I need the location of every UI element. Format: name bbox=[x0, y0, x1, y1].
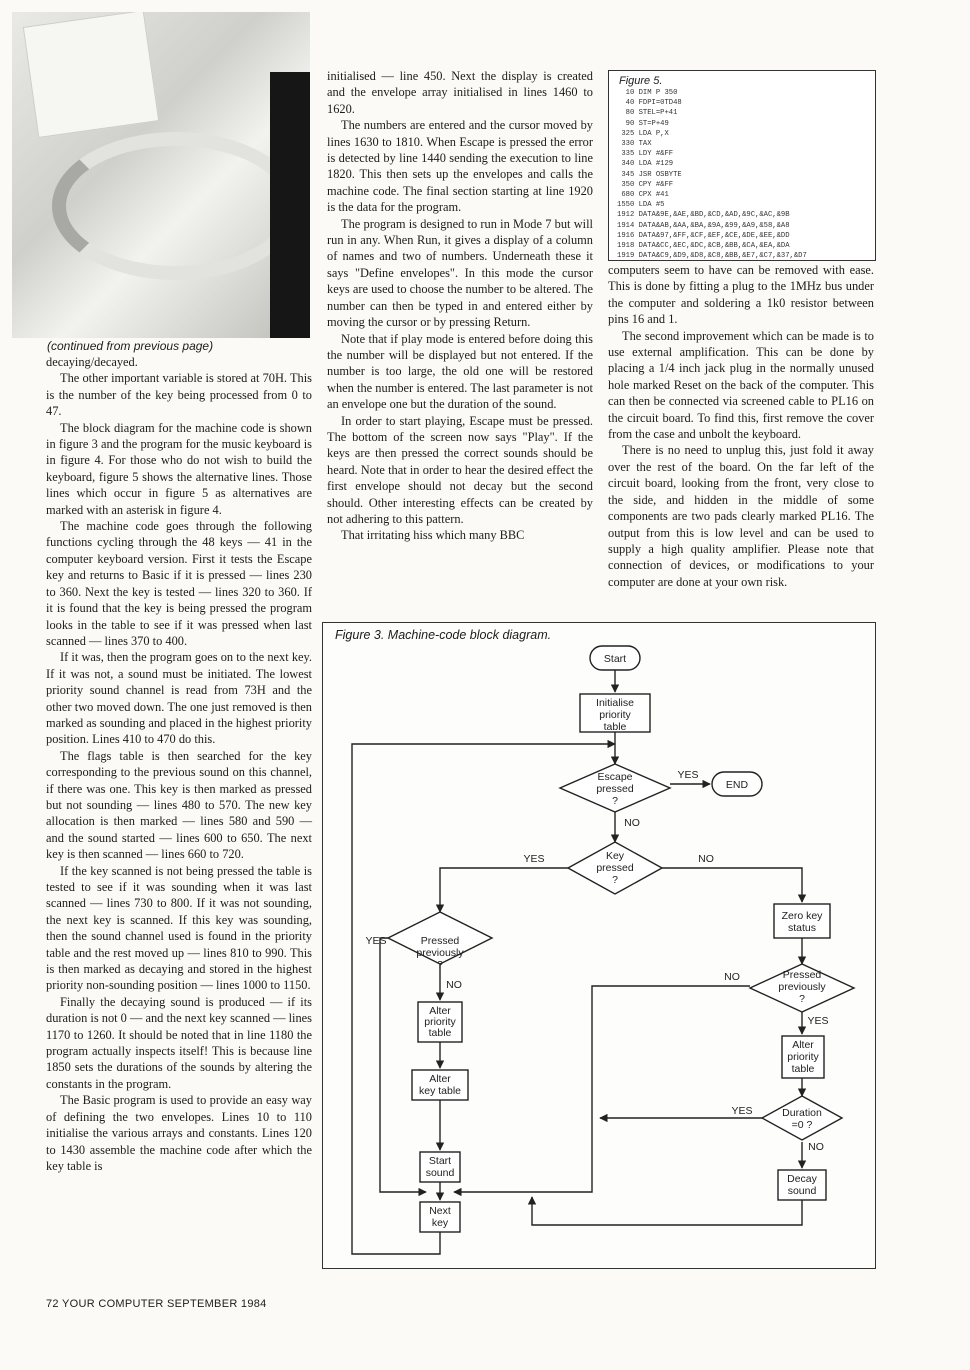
decay-label: Decay bbox=[787, 1173, 817, 1185]
keypressed-label: ? bbox=[612, 874, 618, 886]
alter-priority-right-label: Alter bbox=[792, 1039, 814, 1051]
flowchart bbox=[322, 622, 874, 1267]
alter-priority-label: priority bbox=[424, 1016, 456, 1028]
yes-label: YES bbox=[731, 1105, 753, 1117]
alter-key-label: key table bbox=[418, 1085, 462, 1097]
paragraph: If the key scanned is not being pressed the table is tested to see if it was sounding when it was last scanned — lines 730 to 800. If it was not sounding, the next key is scanned. If this key was sounding, then the sound channel used is found in the priority table and the rest moved up — lines 810 to 990. This is then marked as decaying and stored in the highest priority non-sounding position — lines 1000 to 1150. bbox=[46, 863, 312, 993]
paragraph: The second improvement which can be made is to use external amplification. This can be done by placing a 1/4 inch jack plug in the normally unused hole marked Reset on the back of the computer. This can then be connected via screened cable to PL16 on the circuit board. To find this, first remove the cover from the case and unbolt the keyboard. bbox=[608, 328, 874, 442]
paragraph: The numbers are entered and the cursor moved by lines 1630 to 1810. When Escape is pressed the error is detected by line 1440 sending the execution to line 1820. This then sets up the envelopes and calls the machine code. The final section starting at line 1920 is the data for the program. bbox=[327, 118, 593, 215]
end-node: END bbox=[725, 779, 749, 791]
paragraph: There is no need to unplug this, just fold it away over the rest of the board. On the far left of the circuit board, looking from the front, very close to the side, and hidden in the middle of some components are two pads clearly marked PL16. The output from this is low level and can be used to supply a high quality amplifier. Please note that connection of devices, or modifications to your computer are done at your own risk. bbox=[608, 443, 874, 589]
next-key-label: Next bbox=[429, 1205, 451, 1217]
keypressed-label: pressed bbox=[596, 862, 634, 874]
alter-priority-right-label: priority bbox=[787, 1051, 819, 1063]
keyboard-photo bbox=[12, 12, 310, 338]
photo-caption: (continued from previous page) bbox=[47, 339, 214, 353]
start-sound-label: Start bbox=[428, 1155, 452, 1167]
pressedprev-right-label: Pressed bbox=[782, 969, 822, 981]
paragraph: If it was, then the program goes on to the next key. If it was not, a sound must be initiated. The lowest priority sound channel is read from 73H and the other two moved down. The one just removed is then marked as sounding and placed in the highest priority position. Lines 410 to 470 do this. bbox=[46, 650, 312, 747]
alter-priority-right-label: table bbox=[791, 1063, 815, 1075]
paragraph: In order to start playing, Escape must be pressed. The bottom of the screen now says "Play". If the keys are then pressed the correct sounds should be heard. Note that in order to hear the desired effect the first envelope should not decay but the second should. Other interesting effects can be created by not adhering to this pattern. bbox=[327, 413, 593, 526]
no-label: NO bbox=[698, 853, 714, 865]
alter-priority-label: Alter bbox=[429, 1005, 451, 1017]
init-label: Initialise bbox=[596, 697, 634, 709]
yes-label: YES bbox=[523, 853, 545, 865]
no-label: NO bbox=[446, 979, 462, 991]
yes-label: YES bbox=[807, 1015, 829, 1027]
paragraph: The program is designed to run in Mode 7 but will run in any. When Run, it gives a display of a column of names and two of numbers. Underneath these it says "Define envelopes". In this mode the cursor keys are used to choose the number to be altered. The number can then be typed in and entered either by moving the cursor or by pressing Return. bbox=[327, 216, 593, 330]
keyboard-curve-image bbox=[52, 132, 300, 280]
no-label: NO bbox=[624, 817, 640, 829]
yes-label: YES bbox=[365, 935, 387, 947]
yes-label: YES bbox=[677, 769, 699, 781]
init-label: priority bbox=[599, 709, 631, 721]
paragraph: decaying/decayed. bbox=[46, 355, 138, 369]
paragraph: The block diagram for the machine code is shown in figure 3 and the program for the music keyboard is in figure 4. For those who do not wish to build the keyboard, figure 5 shows the alternative lines. Those lines which occur in figure 5 as alternatives are marked with an asterisk in figure 4. bbox=[46, 420, 312, 517]
pressedprev-right-label: ? bbox=[799, 993, 805, 1005]
alter-priority-label: table bbox=[428, 1027, 452, 1039]
start-node: Start bbox=[603, 653, 627, 665]
paragraph: That irritating hiss which many BBC bbox=[341, 528, 525, 543]
listing-title: Figure 5. bbox=[619, 75, 663, 87]
escape-label: Escape bbox=[597, 771, 633, 783]
decay-label: sound bbox=[787, 1185, 817, 1197]
figure-5-listing bbox=[608, 70, 876, 261]
page-footer: 72 YOUR COMPUTER SEPTEMBER 1984 bbox=[46, 1298, 267, 1310]
photo-shadow bbox=[270, 72, 310, 338]
paragraph: The flags table is then searched for the key corresponding to the previous sound on this channel, if there was one. This key is then marked as pressed but not sounding — lines 480 to 570. The new key allocation is then marked — lines 580 and 590 — and the sound started — lines 600 to 650. The next key is then scanned — lines 660 to 720. bbox=[46, 748, 312, 862]
paragraph: Note that if play mode is entered before doing this the number will be displayed but not entered. If the number is too large, the old one will be restored when the number is entered. The last parameter is not an envelope one but the duration of the sound. bbox=[327, 331, 593, 412]
duration-label: Duration bbox=[782, 1107, 822, 1119]
article-column-1 bbox=[46, 354, 312, 1174]
paragraph: Finally the decaying sound is produced — if its duration is not 0 — and the next key scanned — lines 1170 to 1260. It should be noted that in line 1180 the program actually inspects itself! This is because line 1850 sets the durations of the sounds by altering the constants in the program. bbox=[46, 994, 312, 1091]
escape-label: ? bbox=[612, 795, 618, 807]
paragraph: The Basic program is used to provide an easy way of defining the two envelopes. Lines 10 to 110 initialise the various arrays and constants. Lines 120 to 1430 assemble the machine code after which the key table is bbox=[46, 1093, 312, 1173]
escape-label: pressed bbox=[596, 783, 634, 795]
pressedprev-label: previously bbox=[416, 947, 464, 959]
no-label: NO bbox=[724, 971, 740, 983]
figure-3-title: Figure 3. Machine-code block diagram. bbox=[335, 628, 552, 642]
alter-key-label: Alter bbox=[429, 1073, 451, 1085]
music-sheet-image bbox=[23, 12, 159, 138]
zero-key-label: Zero key bbox=[781, 910, 823, 922]
duration-label: =0 ? bbox=[791, 1119, 813, 1131]
paragraph: computers seem to have can be removed with ease. This is done by fitting a plug to the 1MHz bus under the computer and soldering a 1k0 resistor between pins 16 and 1. bbox=[608, 263, 874, 327]
zero-key-label: status bbox=[787, 922, 817, 934]
article-column-2 bbox=[327, 68, 593, 544]
article-column-3 bbox=[608, 262, 874, 590]
paragraph: The machine code goes through the following functions cycling through the 48 keys — 41 in the computer keyboard version. First it tests the Escape key and returns to Basic if it is pressed — lines 230 to 360. Next the key is tested — lines 320 to 360. If it is found that the key is being pressed the program looks in the table to see if it was pressed when last scanned — lines 370 to 400. bbox=[46, 519, 312, 648]
pressedprev-label: ? bbox=[437, 959, 443, 971]
pressedprev-label: Pressed bbox=[420, 935, 460, 947]
keypressed-label: Key bbox=[605, 850, 625, 862]
paragraph: The other important variable is stored at 70H. This is the number of the key being processed from 0 to 47. bbox=[46, 371, 312, 419]
start-sound-label: sound bbox=[425, 1167, 455, 1179]
paragraph: initialised — line 450. Next the display is created and the envelope array initialised in lines 1460 to 1620. bbox=[327, 69, 593, 116]
init-label: table bbox=[603, 721, 627, 733]
listing-code: 10 DIM P 350 40 FDPI=0TD48 80 STEL=P+41 90 ST=P+49 325 LDA P,X 330 TAX 335 LDY #&FF 340 LDA #129 345 JSR OSBYTE 350 CPY #&FF 680 CPX #41 1550 LDA #5 1912 DATA&9E,&AE,&BD,&CD,&AD,&9C,&AC,&9B 1914 DATA&AB,&AA,&BA,&9A,&99,&A9,&58,&A8 1916 DATA&97,&FF,&CF,&EF,&CE,&DE,&EE,&DD 1918 DATA&CC,&EC,&DC,&CB,&BB,&CA,&EA,&DA 1919 DATA&C9,&D9,&D8,&C8,&BB,&E7,&C7,&37,&D7 bbox=[617, 89, 807, 261]
next-key-label: key bbox=[431, 1217, 449, 1229]
no-label: NO bbox=[808, 1141, 824, 1153]
pressedprev-right-label: previously bbox=[778, 981, 826, 993]
